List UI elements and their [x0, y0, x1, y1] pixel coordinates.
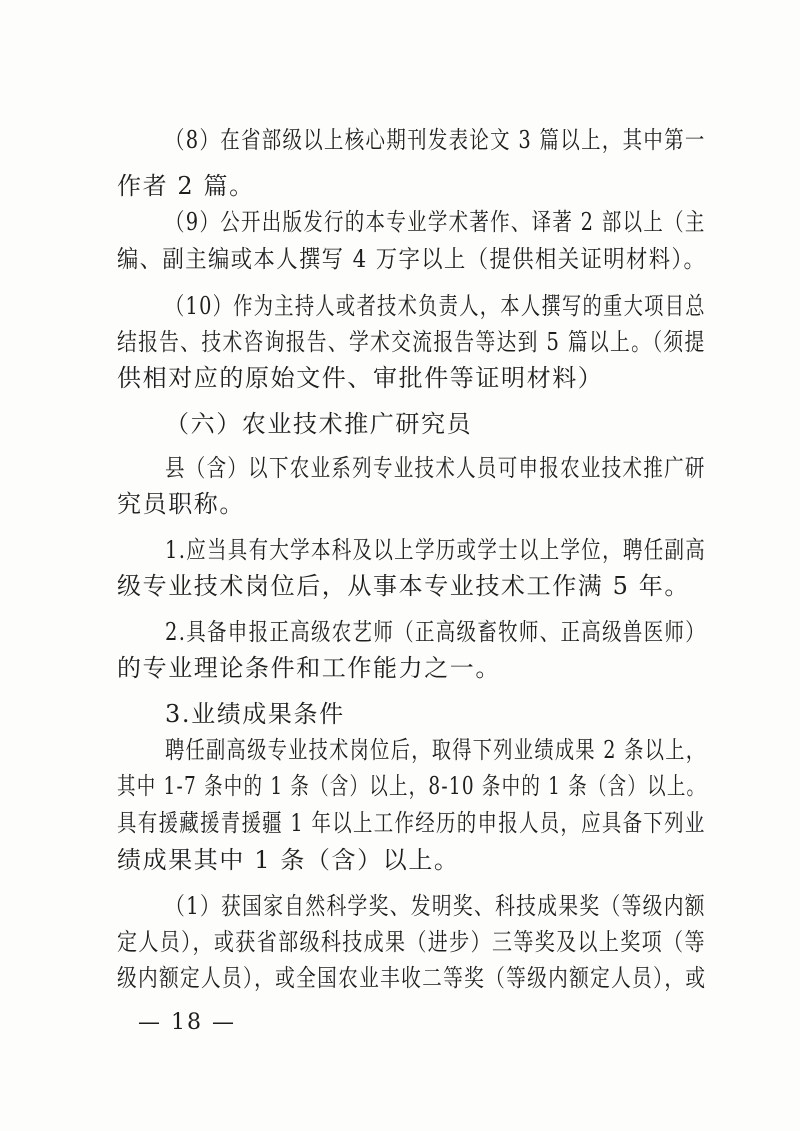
paragraph-line: 其中 1-7 条中的 1 条（含）以上，8-10 条中的 1 条（含）以上。 [117, 772, 707, 800]
paragraph-line: 编、副主编或本人撰写 4 万字以上（提供相关证明材料）。 [117, 245, 707, 273]
paragraph-line: 1.应当具有大学本科及以上学历或学士以上学位，聘任副高 [165, 536, 707, 564]
paragraph-line: 县（含）以下农业系列专业技术人员可申报农业技术推广研 [165, 454, 706, 482]
paragraph-line: 的专业理论条件和工作能力之一。 [117, 654, 501, 682]
paragraph-line: 2.具备申报正高级农艺师（正高级畜牧师、正高级兽医师） [165, 618, 707, 646]
paragraph-line: （10）作为主持人或者技术负责人，本人撰写的重大项目总 [165, 292, 706, 320]
paragraph-line: 级内额定人员），或全国农业丰收二等奖（等级内额定人员），或 [117, 964, 707, 992]
page-number: — 18 — [138, 1010, 236, 1035]
paragraph-line: （9）公开出版发行的本专业学术著作、译著 2 部以上（主 [165, 208, 706, 236]
paragraph-line: （8）在省部级以上核心期刊发表论文 3 篇以上，其中第一 [165, 126, 706, 154]
paragraph-line: 聘任副高级专业技术岗位后，取得下列业绩成果 2 条以上， [165, 736, 707, 764]
paragraph-line: （1）获国家自然科学奖、发明奖、科技成果奖（等级内额 [165, 892, 706, 920]
paragraph-line: 结报告、技术咨询报告、学术交流报告等达到 5 篇以上。（须提 [117, 328, 706, 356]
paragraph-line: 绩成果其中 1 条（含）以上。 [117, 846, 460, 874]
paragraph-line: 作者 2 篇。 [117, 172, 255, 200]
paragraph-line: 具有援藏援青援疆 1 年以上工作经历的申报人员，应具备下列业 [117, 809, 706, 837]
paragraph-line: 供相对应的原始文件、审批件等证明材料） [117, 364, 604, 392]
paragraph-line: 级专业技术岗位后，从事本专业技术工作满 5 年。 [117, 572, 690, 600]
paragraph-line: 究员职称。 [117, 490, 245, 518]
section-heading: （六）农业技术推广研究员 [165, 410, 473, 438]
subsection-heading: 3.业绩成果条件 [165, 700, 345, 728]
paragraph-line: 定人员），或获省部级科技成果（进步）三等奖及以上奖项（等 [117, 928, 706, 956]
